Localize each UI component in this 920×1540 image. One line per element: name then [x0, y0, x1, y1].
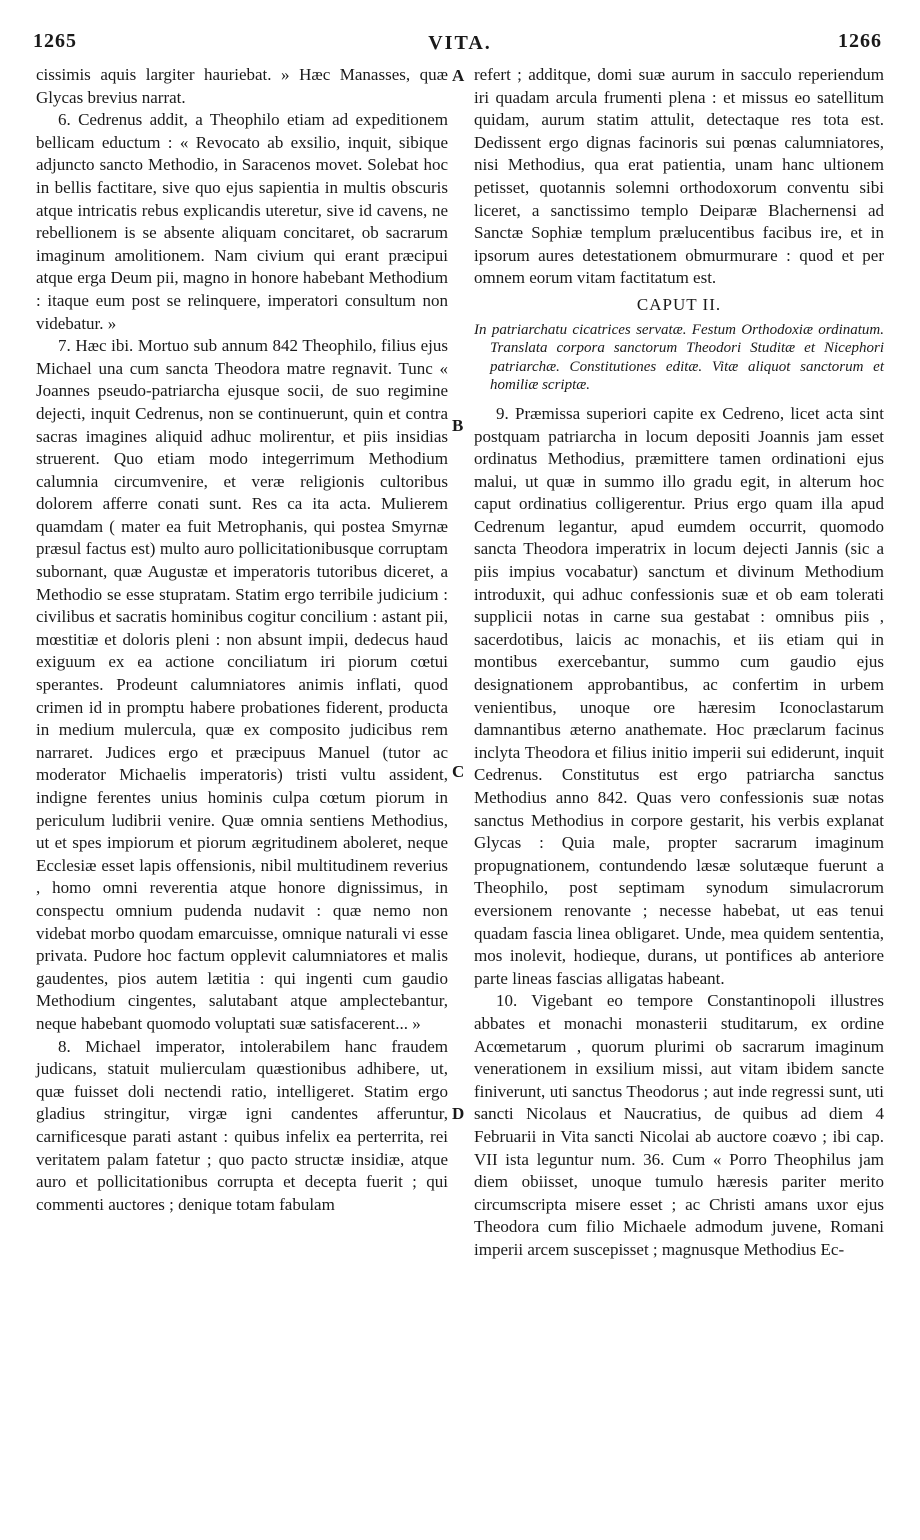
right-paragraph-9: 9. Præmissa superiori capite ex Cedreno, licet acta sint postquam patriarcha in locum depositi Joannis jam esset ordinatus Methodius, præmittere tamen ordinationi ejus malui, ut quæ in summo illo gradu egit, in alterum hoc caput ordinatius colligerentur. Prius ergo quam illa apud Cedrenum legantur, apud eumdem occurrit, quomodo sancta Theodora imperatrix in locum dejecti Jannis (sic a piis impius vocabatur) sanctum et divinum Methodium introduxit, qui adhuc confessionis suæ et ob eam tolerati supplicii notas in carne sua gestabat : omnibus piis , sacerdotibus, laicis ac monachis, et iis etiam qui in montibus exercebantur, summo cum gaudio ejus designationem approbantibus, ac confertim in urbem venientibus, unoque ore hæresim Iconoclastarum damnantibus æterno anathemate. Hoc præclarum facinus inclyta Theodora et filius initio imperii sui ediderunt, inquit Cedrenus. Constitutus est ergo patriarcha sanctus Methodius anno 842. Quas vero confessionis suæ notas sanctus Methodius in corpore gestarit, his verbis explanat Glycas : Quia male, propter sacrarum imaginum propugnationem, contundendo læsæ solutæque fuerunt a Theophilo, post septimam synodum simulacrorum eversionem renovante ; necesse habebat, ut eas tenui quadam fascia linea obligaret. Unde, mea quidem sententia, mos inolevit, hodieque, durans, ut pontifices ab anteriore parte lineas fascias alligatas habeant.: [474, 403, 884, 988]
left-paragraph-6: 6. Cedrenus addit, a Theophilo etiam ad expeditionem bellicam eductum : « Revocato ab exsilio, inquit, sibique adjuncto sancto Methodio, in Saracenos movet. Solebat hoc in bellis factitare, sive quo ejus sapientia in multis obscuris atque intricatis rebus explicandis uteretur, sive id cavens, ne rebellionem is se absente aliquam concitaret, ob sacrarum imaginum amolitionem. Nam civium qui erant præcipui atque erga Deum pii, magno in honore habebant Methodium : itaque eum post se relinquere, imperatori consultum non videbatur. »: [36, 110, 448, 333]
left-column: [36, 64, 448, 1216]
page-number-right: 1266: [838, 30, 882, 52]
chapter-title: CAPUT II.: [636, 294, 722, 314]
chapter-summary: In patriarchatu cicatrices servatæ. Festum Orthodoxiæ ordinatum. Translata corpora sanctorum Theodori Studitæ et Nicephori patriarchæ. Constitutiones editæ. Vitæ aliquot sanctorum et homiliæ scriptæ.: [474, 321, 884, 394]
right-paragraph-10: 10. Vigebant eo tempore Constantinopoli illustres abbates et monachi monasterii studitarum, ex ordine Acœmetarum , quorum plurimi ob sacrarum imaginum venerationem in exsilium missi, aut vitam ibidem sancte finiverunt, uti sanctus Theodorus ; aut inde regressi sunt, uti sancti Nicolaus et Naucratius, de quibus ad diem 4 Februarii in Vita sancti Nicolai ab auctore coævo ; ibi cap. VII ista leguntur num. 36. Cum « Porro Theophilus jam diem obiisset, unoque tumulo hæresis pariter merito circumscripta misere esset ; ac Christi amans uxor ejus Theodora cum filio Michaele admodum juvene, Romani imperii arcem suscepisset ; magnusque Methodius Ec-: [474, 991, 884, 1259]
margin-marker-b: B: [452, 416, 464, 435]
page-number-left: 1265: [33, 30, 77, 52]
left-paragraph-7: 7. Hæc ibi. Mortuo sub annum 842 Theophilo, filius ejus Michael una cum sancta Theodora matre regnavit. Tunc « Joannes pseudo-patriarcha ejusque socii, de suo regimine dejecti, inquit Cedrenus, non se continuerunt, quin et contra sacras imagines aliquid adhuc molirentur, et piis insidias struerent. Quo etiam modo integerrimum Methodium calumnia circumvenire, et veræ religionis cultoribus dolorem afferre conati sunt. Res ca ita acta. Mulierem quamdam ( mater ea fuit Metrophanis, qui postea Smyrnæ præsul factus est) multo auro pollicitationibusque corruptam subornant, quæ Augustæ et imperatoris tutoribus diceret, a Methodio se esse stupratam. Statim ergo terribile judicium : civilibus et sacratis hominibus cogitur concilium : astant pii, mœstitiæ et doloris pleni : non absunt impii, dedecus haud exiguum ex ea actione conciliatum iri piorum cœtui sperantes. Prodeunt calumniatores animis inflati, quod crimen id in promptu habere probationes fiderent, producta in medium mulercula, quæ ex composito judicibus rem narraret. Judices ergo et præcipuus Manuel (tutor ac moderator Michaelis imperatoris) tristi vultu assident, indigne ferentes unius hominis culpa cœtum piorum in periculum ludibrii venire. Quæ omnia sentiens Methodius, ut et spes impiorum et piorum ægritudinem aboleret, neque Ecclesiæ esset lapis offensionis, nibil multitudinem reverius , homo omni reverentia atque honore dignissimus, in conspectu omnium pudenda nudavit : quæ nemo non videbat morbo quodam emarcuisse, omnique naturali vi esse privata. Pudore hoc factum opplevit calumniatores et malis gaudentes, pios autem lætitia : qui ingenti cum gaudio Methodium cingentes, salutabant atque amplectebantur, neque habebant quomodo voluptati suæ satisfacerent... »: [36, 336, 448, 1033]
page-header: [0, 30, 920, 62]
margin-marker-c: C: [452, 762, 465, 781]
running-title: VITA.: [428, 32, 492, 54]
margin-marker-d: D: [452, 1104, 465, 1123]
right-paragraph-continuation: refert ; additque, domi suæ aurum in sacculo reperiendum iri quadam arcula frumenti plena : et missus eo satellitum quidam, aurum statim attulit, detectaque res tota est. Dedissent ergo dignas facinoris sui pœnas calumniatores, nisi Methodius, qua erat patientia, unam hanc ultionem petisset, quotannis solemni orthodoxorum conventu sibi liceret, a sanctissimo templo Deiparæ Blachernensi ad Sanctæ Sophiæ templum prælucentibus facibus ire, et in ipsorum aures detestationem obmurmurare : quod et per omnem eorum vitam factitatum est.: [474, 65, 884, 288]
left-paragraph-8: 8. Michael imperator, intolerabilem hanc fraudem judicans, statuit mulierculam quæstionibus adhibere, ut, quæ fuisset doli nectendi ratio, intelligeret. Statim ergo gladius stringitur, virgæ igni candentes afferuntur, carnificesque parati astant : quibus infelix ea perterrita, rei veritatem palam fatetur ; quo pacto structæ insidiæ, atque auro et pollicitationibus corrupta et decepta fuerit ; qui commenti auctores ; denique totam fabulam: [36, 1036, 448, 1214]
right-column: [474, 64, 884, 1261]
left-paragraph-continuation: cissimis aquis largiter hauriebat. » Hæc Manasses, quæ Glycas brevius narrat.: [36, 65, 448, 107]
margin-marker-a: A: [452, 66, 465, 85]
